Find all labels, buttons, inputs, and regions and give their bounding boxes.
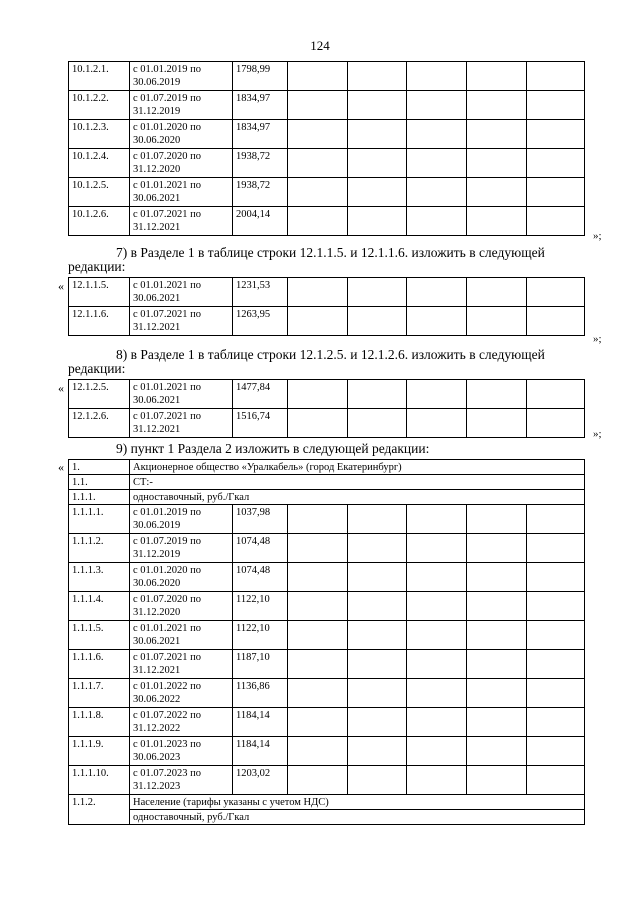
empty-cell <box>467 505 527 534</box>
empty-cell <box>288 278 348 307</box>
empty-cell <box>348 563 407 592</box>
period-cell <box>130 409 233 438</box>
period-end: 31.12.2021 <box>133 424 181 435</box>
period-cell <box>130 307 233 336</box>
period-end: 31.12.2020 <box>133 164 181 175</box>
tariff-value: 1203,02 <box>233 766 288 795</box>
period-start: с 01.01.2022 по <box>133 681 202 692</box>
empty-cell <box>527 592 585 621</box>
empty-cell <box>348 307 407 336</box>
row-code: 1.1.1.4. <box>69 592 130 621</box>
row-code: 1.1.1.9. <box>69 737 130 766</box>
period-start: с 01.07.2021 по <box>133 411 202 422</box>
empty-cell <box>467 737 527 766</box>
empty-cell <box>288 91 348 120</box>
period-cell <box>130 505 233 534</box>
tariff-value: 1037,98 <box>233 505 288 534</box>
empty-cell <box>467 380 527 409</box>
period-start: с 01.01.2019 по <box>133 507 202 518</box>
empty-cell <box>407 534 467 563</box>
table-row <box>69 592 585 621</box>
table-row <box>69 307 585 336</box>
period-end: 30.06.2023 <box>133 752 181 763</box>
empty-cell <box>527 650 585 679</box>
empty-cell <box>527 380 585 409</box>
empty-cell <box>288 534 348 563</box>
empty-cell <box>467 563 527 592</box>
tariff-value: 1184,14 <box>233 708 288 737</box>
empty-cell <box>348 650 407 679</box>
period-start: с 01.01.2023 по <box>133 739 202 750</box>
tariff-value: 1477,84 <box>233 380 288 409</box>
table-row <box>69 149 585 178</box>
period-cell <box>130 737 233 766</box>
period-start: с 01.01.2019 по <box>133 64 202 75</box>
period-start: с 01.07.2019 по <box>133 93 202 104</box>
empty-cell <box>407 505 467 534</box>
open-quote: « <box>58 279 64 293</box>
empty-cell <box>527 679 585 708</box>
empty-cell <box>527 149 585 178</box>
period-start: с 01.01.2021 по <box>133 280 202 291</box>
empty-cell <box>288 766 348 795</box>
empty-cell <box>348 505 407 534</box>
tariff-value: 1516,74 <box>233 409 288 438</box>
empty-cell <box>407 307 467 336</box>
empty-cell <box>407 178 467 207</box>
empty-cell <box>348 178 407 207</box>
table-row <box>69 650 585 679</box>
row-code: 1.1.1.6. <box>69 650 130 679</box>
tariff-table-12-1-1 <box>68 277 585 336</box>
table-row <box>69 563 585 592</box>
empty-cell <box>407 621 467 650</box>
period-cell <box>130 91 233 120</box>
empty-cell <box>527 621 585 650</box>
period-end: 30.06.2021 <box>133 293 181 304</box>
row-code: 10.1.2.6. <box>69 207 130 236</box>
empty-cell <box>288 178 348 207</box>
period-start: с 01.07.2023 по <box>133 768 202 779</box>
empty-cell <box>348 621 407 650</box>
empty-cell <box>407 766 467 795</box>
empty-cell <box>527 563 585 592</box>
empty-cell <box>527 120 585 149</box>
period-cell <box>130 592 233 621</box>
empty-cell <box>467 62 527 91</box>
tariff-value: 1122,10 <box>233 592 288 621</box>
period-cell <box>130 278 233 307</box>
empty-cell <box>288 621 348 650</box>
empty-cell <box>527 278 585 307</box>
empty-cell <box>407 380 467 409</box>
period-start: с 01.07.2021 по <box>133 309 202 320</box>
empty-cell <box>527 708 585 737</box>
empty-cell <box>467 207 527 236</box>
empty-cell <box>288 563 348 592</box>
empty-cell <box>348 766 407 795</box>
period-end: 30.06.2021 <box>133 395 181 406</box>
row-code: 10.1.2.1. <box>69 62 130 91</box>
empty-cell <box>288 307 348 336</box>
paragraph-8-line-2: редакции: <box>68 361 126 376</box>
paragraph-8-line-1: 8) в Разделе 1 в таблице строки 12.1.2.5. и 12.1.2.6. изложить в следующей <box>116 347 545 362</box>
row-code: 12.1.2.6. <box>69 409 130 438</box>
table-row <box>69 278 585 307</box>
empty-cell <box>407 409 467 438</box>
empty-cell <box>288 149 348 178</box>
empty-cell <box>348 679 407 708</box>
row-code: 1.1.1.1. <box>69 505 130 534</box>
period-start: с 01.01.2021 по <box>133 180 202 191</box>
empty-cell <box>348 380 407 409</box>
empty-cell <box>407 679 467 708</box>
tariff-value: 1938,72 <box>233 149 288 178</box>
row-text: одноставочный, руб./Гкал <box>130 810 585 825</box>
period-end: 31.12.2020 <box>133 607 181 618</box>
empty-cell <box>467 766 527 795</box>
row-code: 12.1.1.6. <box>69 307 130 336</box>
empty-cell <box>288 679 348 708</box>
table-row <box>69 62 585 91</box>
period-end: 30.06.2020 <box>133 135 181 146</box>
empty-cell <box>407 120 467 149</box>
row-code: 1.1.1.7. <box>69 679 130 708</box>
tariff-table-12-1-2 <box>68 379 585 438</box>
empty-cell <box>467 650 527 679</box>
table-row <box>69 766 585 795</box>
tariff-value: 1122,10 <box>233 621 288 650</box>
period-cell <box>130 679 233 708</box>
period-cell <box>130 120 233 149</box>
empty-cell <box>288 207 348 236</box>
close-quote: »; <box>593 230 602 242</box>
period-cell <box>130 62 233 91</box>
tariff-value: 2004,14 <box>233 207 288 236</box>
table-row <box>69 178 585 207</box>
empty-cell <box>407 708 467 737</box>
row-text: одноставочный, руб./Гкал <box>130 490 585 505</box>
empty-cell <box>288 505 348 534</box>
row-code: 1.1.1.10. <box>69 766 130 795</box>
empty-cell <box>467 708 527 737</box>
table-row <box>69 737 585 766</box>
paragraph-7 <box>68 246 611 274</box>
empty-cell <box>288 650 348 679</box>
empty-cell <box>407 737 467 766</box>
tariff-value: 1074,48 <box>233 563 288 592</box>
tariff-value: 1798,99 <box>233 62 288 91</box>
empty-cell <box>348 534 407 563</box>
table-row <box>69 91 585 120</box>
tariff-table-10-1-2 <box>68 61 585 236</box>
row-code: 1.1.1.5. <box>69 621 130 650</box>
empty-cell <box>348 62 407 91</box>
table-row <box>69 679 585 708</box>
tariff-value: 1184,14 <box>233 737 288 766</box>
row-code: 1.1.1.8. <box>69 708 130 737</box>
empty-cell <box>527 534 585 563</box>
period-end: 31.12.2021 <box>133 322 181 333</box>
period-end: 30.06.2019 <box>133 520 181 531</box>
row-code: 1.1. <box>69 475 130 490</box>
tariff-value: 1834,97 <box>233 120 288 149</box>
row-code: 1. <box>69 460 130 475</box>
empty-cell <box>288 380 348 409</box>
empty-cell <box>288 708 348 737</box>
row-text: Население (тарифы указаны с учетом НДС) <box>130 795 585 810</box>
row-code: 10.1.2.2. <box>69 91 130 120</box>
empty-cell <box>407 563 467 592</box>
period-end: 30.06.2021 <box>133 636 181 647</box>
empty-cell <box>527 207 585 236</box>
period-start: с 01.07.2021 по <box>133 209 202 220</box>
period-cell <box>130 380 233 409</box>
period-start: с 01.01.2020 по <box>133 122 202 133</box>
period-cell <box>130 563 233 592</box>
empty-cell <box>467 278 527 307</box>
period-cell <box>130 621 233 650</box>
table-row <box>69 207 585 236</box>
empty-cell <box>288 409 348 438</box>
period-start: с 01.07.2022 по <box>133 710 202 721</box>
close-quote: »; <box>593 428 602 440</box>
empty-cell <box>348 737 407 766</box>
row-code: 1.1.2. <box>69 795 130 825</box>
empty-cell <box>467 91 527 120</box>
paragraph-9-line: 9) пункт 1 Раздела 2 изложить в следующей редакции: <box>116 441 430 456</box>
open-quote: « <box>58 381 64 395</box>
empty-cell <box>348 708 407 737</box>
period-start: с 01.07.2021 по <box>133 652 202 663</box>
empty-cell <box>407 62 467 91</box>
empty-cell <box>527 307 585 336</box>
empty-cell <box>348 91 407 120</box>
row-code: 10.1.2.5. <box>69 178 130 207</box>
row-code: 1.1.1. <box>69 490 130 505</box>
section-row <box>69 475 585 490</box>
empty-cell <box>467 149 527 178</box>
empty-cell <box>467 120 527 149</box>
row-code: 1.1.1.3. <box>69 563 130 592</box>
table-row <box>69 621 585 650</box>
empty-cell <box>288 120 348 149</box>
period-cell <box>130 207 233 236</box>
tariff-value: 1938,72 <box>233 178 288 207</box>
empty-cell <box>527 409 585 438</box>
empty-cell <box>527 91 585 120</box>
row-text: Акционерное общество «Уралкабель» (город Екатеринбург) <box>130 460 585 475</box>
empty-cell <box>407 592 467 621</box>
empty-cell <box>467 679 527 708</box>
empty-cell <box>348 149 407 178</box>
section-row <box>69 810 585 825</box>
empty-cell <box>407 207 467 236</box>
empty-cell <box>467 592 527 621</box>
empty-cell <box>407 650 467 679</box>
tariff-value: 1187,10 <box>233 650 288 679</box>
empty-cell <box>288 737 348 766</box>
tariff-value: 1136,86 <box>233 679 288 708</box>
section-row <box>69 460 585 475</box>
section-row <box>69 795 585 810</box>
empty-cell <box>527 737 585 766</box>
paragraph-8 <box>68 348 611 376</box>
row-code: 12.1.1.5. <box>69 278 130 307</box>
page-number: 124 <box>310 38 330 53</box>
empty-cell <box>467 534 527 563</box>
table-row <box>69 708 585 737</box>
tariff-value: 1074,48 <box>233 534 288 563</box>
period-start: с 01.07.2020 по <box>133 594 202 605</box>
empty-cell <box>527 178 585 207</box>
period-start: с 01.01.2021 по <box>133 382 202 393</box>
row-code: 12.1.2.5. <box>69 380 130 409</box>
period-end: 30.06.2022 <box>133 694 181 705</box>
empty-cell <box>407 149 467 178</box>
period-cell <box>130 149 233 178</box>
empty-cell <box>348 409 407 438</box>
tariff-table-section-2 <box>68 459 585 825</box>
row-text: СТ:- <box>130 475 585 490</box>
period-end: 31.12.2019 <box>133 106 181 117</box>
period-start: с 01.01.2020 по <box>133 565 202 576</box>
empty-cell <box>348 207 407 236</box>
tariff-value: 1231,53 <box>233 278 288 307</box>
period-start: с 01.07.2020 по <box>133 151 202 162</box>
empty-cell <box>467 307 527 336</box>
empty-cell <box>467 178 527 207</box>
empty-cell <box>407 278 467 307</box>
period-end: 30.06.2020 <box>133 578 181 589</box>
paragraph-7-line-2: редакции: <box>68 259 126 274</box>
table-row <box>69 120 585 149</box>
row-code: 10.1.2.4. <box>69 149 130 178</box>
period-cell <box>130 178 233 207</box>
close-quote: »; <box>593 333 602 345</box>
period-end: 31.12.2019 <box>133 549 181 560</box>
empty-cell <box>527 766 585 795</box>
tariff-value: 1263,95 <box>233 307 288 336</box>
period-end: 31.12.2023 <box>133 781 181 792</box>
period-start: с 01.07.2019 по <box>133 536 202 547</box>
empty-cell <box>348 592 407 621</box>
period-cell <box>130 650 233 679</box>
table-row <box>69 534 585 563</box>
period-cell <box>130 766 233 795</box>
period-end: 30.06.2021 <box>133 193 181 204</box>
section-row <box>69 490 585 505</box>
period-cell <box>130 534 233 563</box>
row-code: 10.1.2.3. <box>69 120 130 149</box>
period-cell <box>130 708 233 737</box>
table-row <box>69 505 585 534</box>
period-end: 31.12.2022 <box>133 723 181 734</box>
period-end: 31.12.2021 <box>133 665 181 676</box>
empty-cell <box>467 409 527 438</box>
empty-cell <box>527 62 585 91</box>
period-end: 30.06.2019 <box>133 77 181 88</box>
empty-cell <box>348 120 407 149</box>
period-end: 31.12.2021 <box>133 222 181 233</box>
empty-cell <box>288 592 348 621</box>
empty-cell <box>288 62 348 91</box>
empty-cell <box>407 91 467 120</box>
period-start: с 01.01.2021 по <box>133 623 202 634</box>
tariff-value: 1834,97 <box>233 91 288 120</box>
empty-cell <box>467 621 527 650</box>
paragraph-7-line-1: 7) в Разделе 1 в таблице строки 12.1.1.5. и 12.1.1.6. изложить в следующей <box>116 245 545 260</box>
paragraph-9 <box>68 442 611 456</box>
table-row <box>69 380 585 409</box>
empty-cell <box>348 278 407 307</box>
table-row <box>69 409 585 438</box>
row-code: 1.1.1.2. <box>69 534 130 563</box>
open-quote: « <box>58 460 64 474</box>
empty-cell <box>527 505 585 534</box>
